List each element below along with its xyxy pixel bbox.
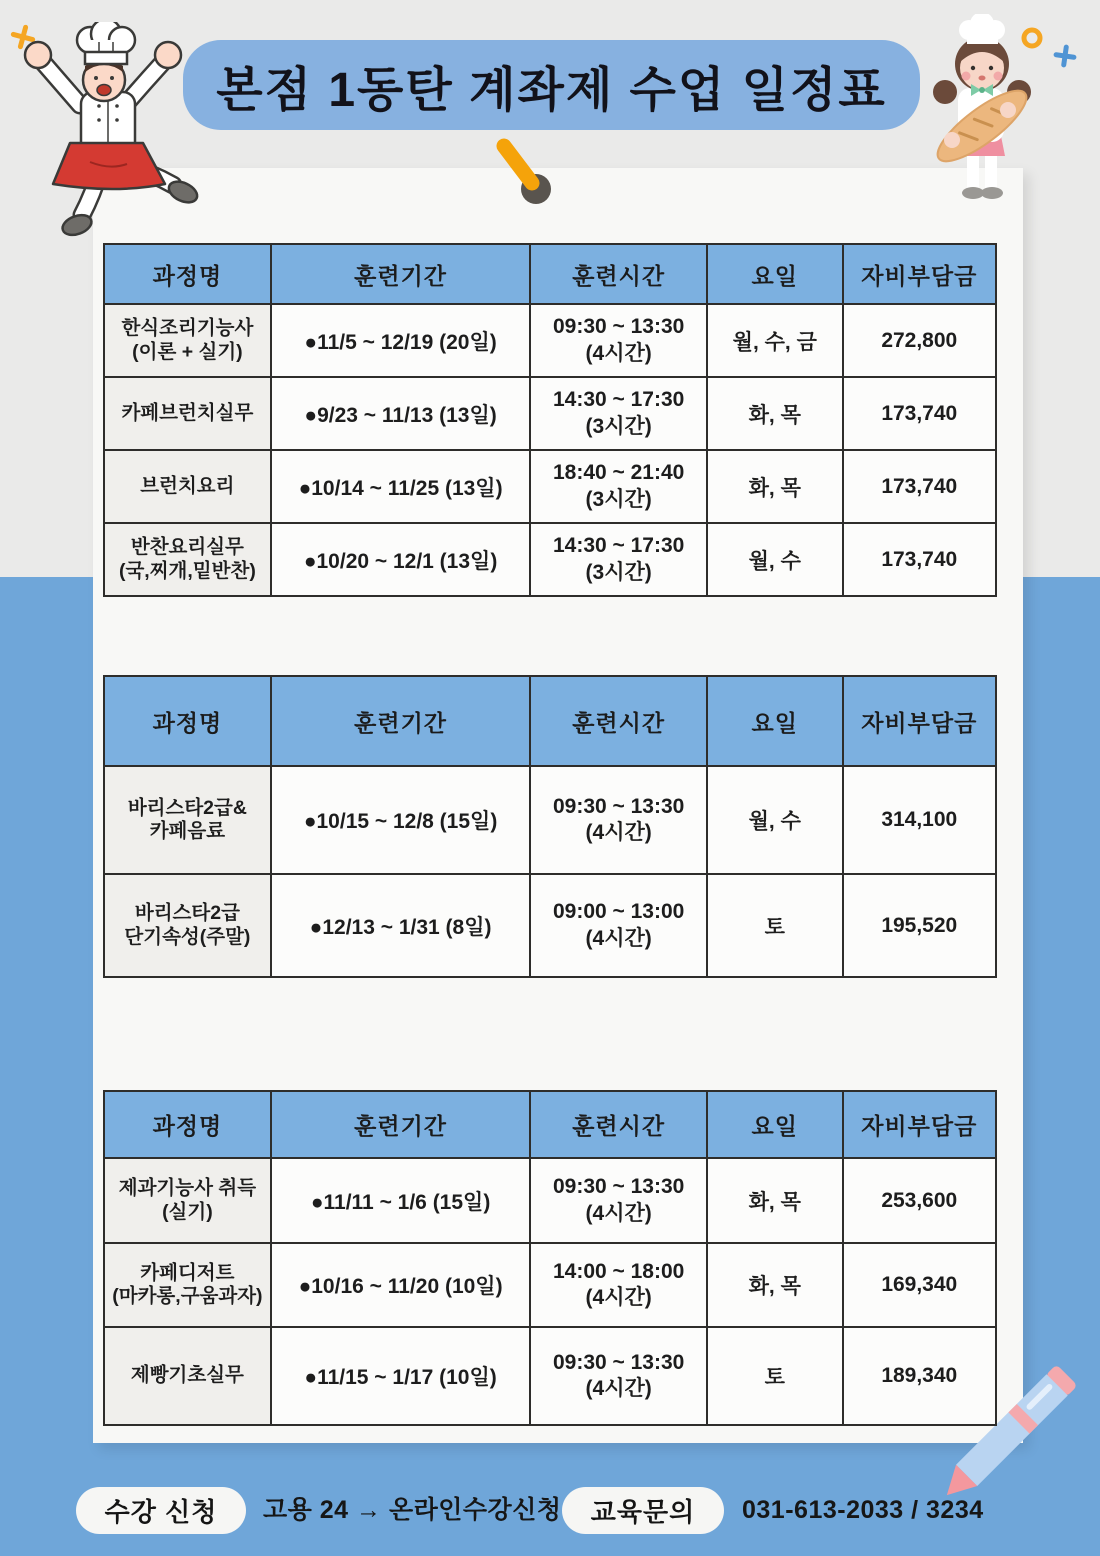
days-cell: 토 xyxy=(707,874,843,977)
fee-cell: 195,520 xyxy=(843,874,996,977)
fee-cell: 253,600 xyxy=(843,1158,996,1243)
col-header-time: 훈련시간 xyxy=(530,1091,707,1158)
time-cell: 09:30 ~ 13:30 (4시간) xyxy=(530,766,707,874)
col-header-days: 요일 xyxy=(707,1091,843,1158)
enroll-pill xyxy=(76,1487,246,1534)
enroll-instructions: 고용 24 → 온라인수강신청 xyxy=(263,1496,562,1524)
chef-character xyxy=(15,22,210,237)
days-cell: 화, 목 xyxy=(707,377,843,450)
col-header-period: 훈련기간 xyxy=(271,676,531,766)
period-cell: ●10/16 ~ 11/20 (10일) xyxy=(271,1243,531,1327)
time-cell: 14:30 ~ 17:30 (3시간) xyxy=(530,377,707,450)
table-row xyxy=(104,1327,996,1425)
time-cell: 09:30 ~ 13:30 (4시간) xyxy=(530,1158,707,1243)
course-cell: 브런치요리 xyxy=(104,450,271,523)
days-cell: 화, 목 xyxy=(707,1243,843,1327)
fee-cell: 272,800 xyxy=(843,304,996,377)
days-cell: 월, 수, 금 xyxy=(707,304,843,377)
col-header-days: 요일 xyxy=(707,676,843,766)
col-header-fee: 자비부담금 xyxy=(843,676,996,766)
table-row xyxy=(104,874,996,977)
period-cell: ●11/5 ~ 12/19 (20일) xyxy=(271,304,531,377)
fee-cell: 189,340 xyxy=(843,1327,996,1425)
schedule-table-1 xyxy=(103,243,997,597)
col-header-period: 훈련기간 xyxy=(271,1091,531,1158)
fee-cell: 169,340 xyxy=(843,1243,996,1327)
fee-cell: 314,100 xyxy=(843,766,996,874)
plus-icon xyxy=(1053,44,1077,68)
period-cell: ●9/23 ~ 11/13 (13일) xyxy=(271,377,531,450)
inquiry-pill xyxy=(562,1487,724,1534)
time-cell: 18:40 ~ 21:40 (3시간) xyxy=(530,450,707,523)
period-cell: ●11/11 ~ 1/6 (15일) xyxy=(271,1158,531,1243)
time-cell: 09:30 ~ 13:30 (4시간) xyxy=(530,304,707,377)
course-cell: 바리스타2급 단기속성(주말) xyxy=(104,874,271,977)
schedule-table-2 xyxy=(103,675,997,978)
table-header-row xyxy=(104,1091,996,1158)
col-header-time: 훈련시간 xyxy=(530,244,707,304)
time-cell: 09:00 ~ 13:00 (4시간) xyxy=(530,874,707,977)
course-cell: 카페디저트 (마카롱,구움과자) xyxy=(104,1243,271,1327)
period-cell: ●10/14 ~ 11/25 (13일) xyxy=(271,450,531,523)
period-cell: ●11/15 ~ 1/17 (10일) xyxy=(271,1327,531,1425)
table-row xyxy=(104,1243,996,1327)
col-header-period: 훈련기간 xyxy=(271,244,531,304)
page-title-text: 본점 1동탄 계좌제 수업 일정표 xyxy=(216,63,887,117)
days-cell: 화, 목 xyxy=(707,1158,843,1243)
table-row xyxy=(104,766,996,874)
course-cell: 카페브런치실무 xyxy=(104,377,271,450)
days-cell: 토 xyxy=(707,1327,843,1425)
time-cell: 14:30 ~ 17:30 (3시간) xyxy=(530,523,707,596)
table-row xyxy=(104,450,996,523)
time-cell: 14:00 ~ 18:00 (4시간) xyxy=(530,1243,707,1327)
time-cell: 09:30 ~ 13:30 (4시간) xyxy=(530,1327,707,1425)
col-header-time: 훈련시간 xyxy=(530,676,707,766)
period-cell: ●10/15 ~ 12/8 (15일) xyxy=(271,766,531,874)
course-cell: 반찬요리실무 (국,찌개,밑반찬) xyxy=(104,523,271,596)
table-header-row xyxy=(104,676,996,766)
days-cell: 화, 목 xyxy=(707,450,843,523)
inquiry-label: 교육문의 xyxy=(590,1497,696,1527)
col-header-fee: 자비부담금 xyxy=(843,244,996,304)
fee-cell: 173,740 xyxy=(843,450,996,523)
table-header-row xyxy=(104,244,996,304)
days-cell: 월, 수 xyxy=(707,523,843,596)
table-row xyxy=(104,377,996,450)
pizza-cutter-icon xyxy=(488,136,564,212)
table-row xyxy=(104,523,996,596)
schedule-table-3 xyxy=(103,1090,997,1426)
course-cell: 제과기능사 취득 (실기) xyxy=(104,1158,271,1243)
fee-cell: 173,740 xyxy=(843,523,996,596)
table-row xyxy=(104,304,996,377)
course-cell: 바리스타2급& 카페음료 xyxy=(104,766,271,874)
col-header-days: 요일 xyxy=(707,244,843,304)
enroll-label: 수강 신청 xyxy=(104,1497,218,1527)
page-title xyxy=(183,40,920,130)
col-header-course: 과정명 xyxy=(104,1091,271,1158)
col-header-course: 과정명 xyxy=(104,244,271,304)
col-header-course: 과정명 xyxy=(104,676,271,766)
period-cell: ●10/20 ~ 12/1 (13일) xyxy=(271,523,531,596)
fee-cell: 173,740 xyxy=(843,377,996,450)
inquiry-phone: 031-613-2033 / 3234 xyxy=(742,1496,984,1524)
col-header-fee: 자비부담금 xyxy=(843,1091,996,1158)
days-cell: 월, 수 xyxy=(707,766,843,874)
table-row xyxy=(104,1158,996,1243)
course-cell: 제빵기초실무 xyxy=(104,1327,271,1425)
circle-outline-icon xyxy=(1020,26,1044,50)
course-cell: 한식조리기능사 (이론 + 실기) xyxy=(104,304,271,377)
period-cell: ●12/13 ~ 1/31 (8일) xyxy=(271,874,531,977)
